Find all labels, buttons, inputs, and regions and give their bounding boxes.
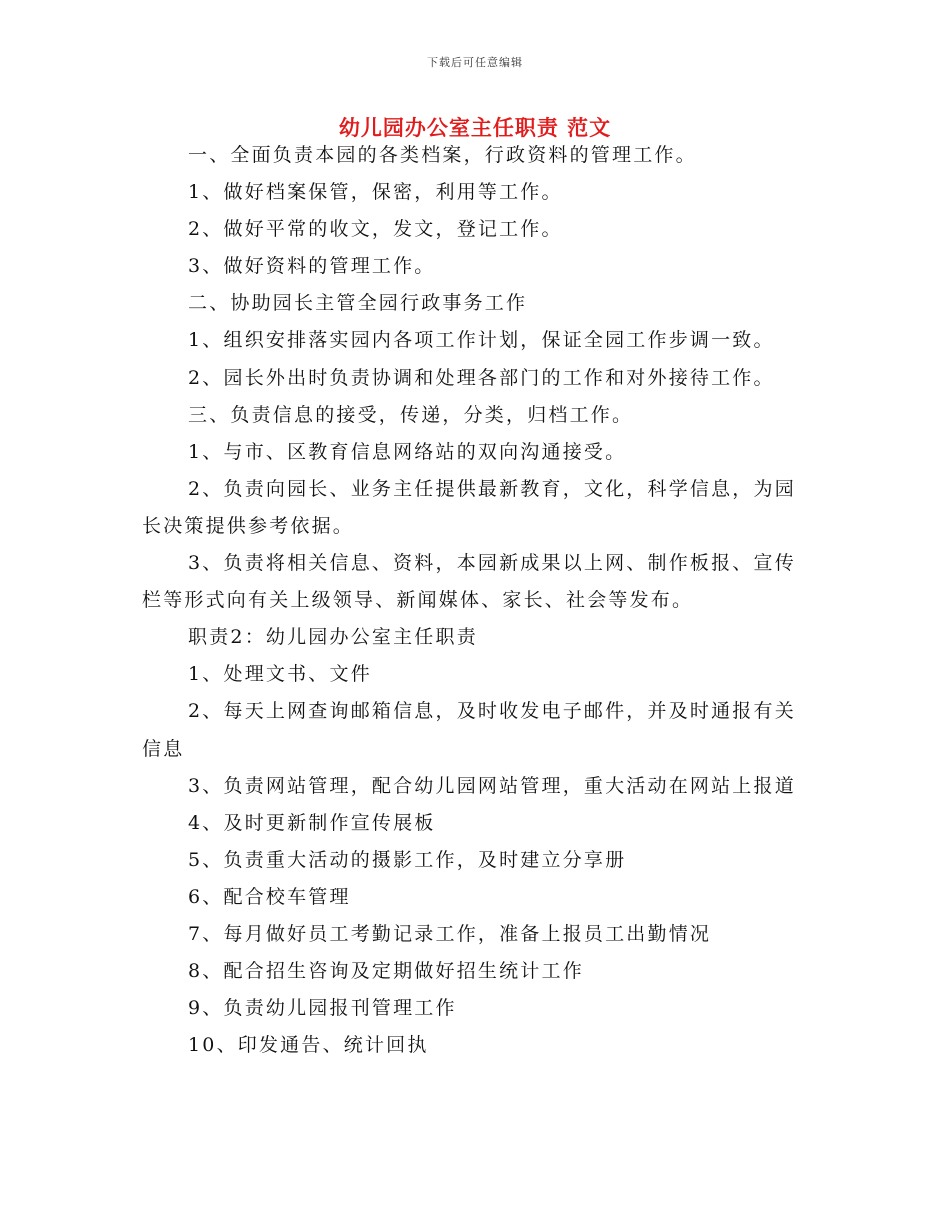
paragraph: 9、负责幼儿园报刊管理工作	[188, 997, 457, 1020]
paragraph: 一、全面负责本园的各类档案，行政资料的管理工作。	[188, 144, 697, 166]
paragraph: 职责2：幼儿园办公室主任职责	[188, 626, 478, 649]
paragraph: 1、处理文书、文件	[188, 663, 372, 686]
paragraph: 2、负责向园长、业务主任提供最新教育，文化，科学信息，为园长决策提供参考依据。	[142, 477, 796, 537]
header-note: 下载后可任意编辑	[427, 56, 523, 69]
paragraph: 二、协助园长主管全园行政事务工作	[188, 292, 528, 315]
paragraph: 7、每月做好员工考勤记录工作，准备上报员工出勤情况	[188, 922, 712, 945]
paragraph: 2、园长外出时负责协调和处理各部门的工作和对外接待工作。	[188, 366, 775, 389]
paragraph: 2、做好平常的收文，发文，登记工作。	[188, 218, 563, 241]
document-body	[142, 137, 810, 1064]
document-title: 幼儿园办公室主任职责 范文	[338, 116, 612, 140]
paragraph: 3、负责网站管理，配合幼儿园网站管理，重大活动在网站上报道	[188, 774, 796, 797]
paragraph: 3、做好资料的管理工作。	[188, 255, 436, 278]
paragraph: 10、印发通告、统计回执	[188, 1034, 429, 1057]
paragraph: 三、负责信息的接受，传递，分类，归档工作。	[188, 403, 634, 426]
paragraph: 1、做好档案保管，保密，利用等工作。	[188, 181, 563, 204]
paragraph: 8、配合招生咨询及定期做好招生统计工作	[188, 960, 584, 983]
paragraph: 1、组织安排落实园内各项工作计划，保证全园工作步调一致。	[188, 329, 775, 352]
paragraph: 2、每天上网查询邮箱信息，及时收发电子邮件，并及时通报有关信息	[142, 700, 796, 760]
paragraph: 4、及时更新制作宣传展板	[188, 811, 436, 834]
paragraph: 6、配合校车管理	[188, 885, 351, 908]
paragraph: 1、与市、区教育信息网络站的双向沟通接受。	[188, 440, 627, 463]
paragraph: 5、负责重大活动的摄影工作，及时建立分享册	[188, 848, 627, 871]
paragraph: 3、负责将相关信息、资料，本园新成果以上网、制作板报、宣传栏等形式向有关上级领导、新闻媒体、家长、社会等发布。	[142, 552, 796, 612]
